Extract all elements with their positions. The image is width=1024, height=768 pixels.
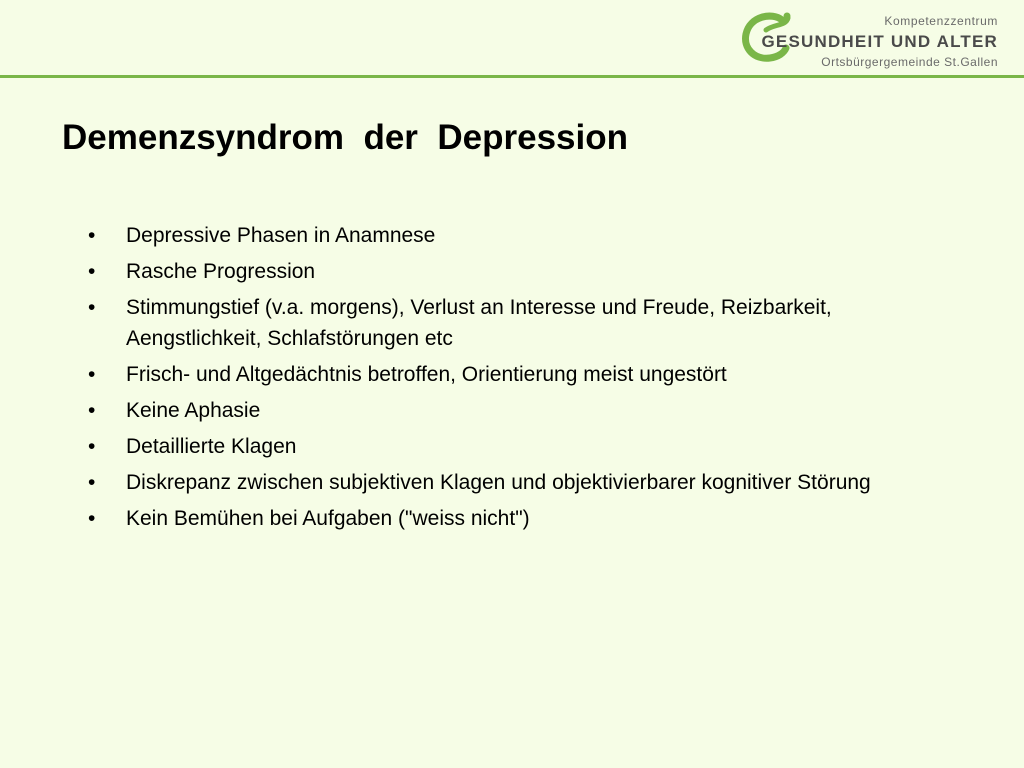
bullet-symbol: • <box>88 224 96 247</box>
bullet-item <box>88 503 968 534</box>
bullet-symbol: • <box>88 296 96 319</box>
bullet-text: Diskrepanz zwischen subjektiven Klagen und objektivierbarer kognitiver Störung <box>126 471 871 494</box>
bullet-symbol: • <box>88 471 96 494</box>
bullet-item <box>88 256 968 287</box>
bullet-item <box>88 359 968 390</box>
bullet-list <box>88 220 968 539</box>
bullet-item <box>88 431 968 462</box>
logo-sub-line: Ortsbürgergemeinde St.Gallen <box>821 55 998 69</box>
bullet-symbol: • <box>88 260 96 283</box>
slide-title: Demenzsyndrom der Depression <box>62 118 628 157</box>
bullet-item <box>88 220 968 251</box>
logo-top-line: Kompetenzzentrum <box>884 14 998 28</box>
bullet-text: Kein Bemühen bei Aufgaben ("weiss nicht") <box>126 507 530 530</box>
bullet-item <box>88 395 968 426</box>
bullet-symbol: • <box>88 435 96 458</box>
bullet-symbol: • <box>88 399 96 422</box>
bullet-item <box>88 292 968 354</box>
header-rule <box>0 75 1024 78</box>
bullet-text: Detaillierte Klagen <box>126 435 297 458</box>
logo-main-line: GESUNDHEIT UND ALTER <box>761 32 998 51</box>
bullet-symbol: • <box>88 363 96 386</box>
logo <box>738 10 998 70</box>
bullet-text: Keine Aphasie <box>126 399 261 422</box>
bullet-text: Depressive Phasen in Anamnese <box>126 224 436 247</box>
bullet-item <box>88 467 968 498</box>
bullet-text: Rasche Progression <box>126 260 316 283</box>
bullet-symbol: • <box>88 507 96 530</box>
bullet-text: Frisch- und Altgedächtnis betroffen, Orientierung meist ungestört <box>126 363 727 386</box>
bullet-text: Stimmungstief (v.a. morgens), Verlust an Interesse und Freude, Reizbarkeit, Aengstlichkeit, Schlafstörungen etc <box>126 296 832 350</box>
